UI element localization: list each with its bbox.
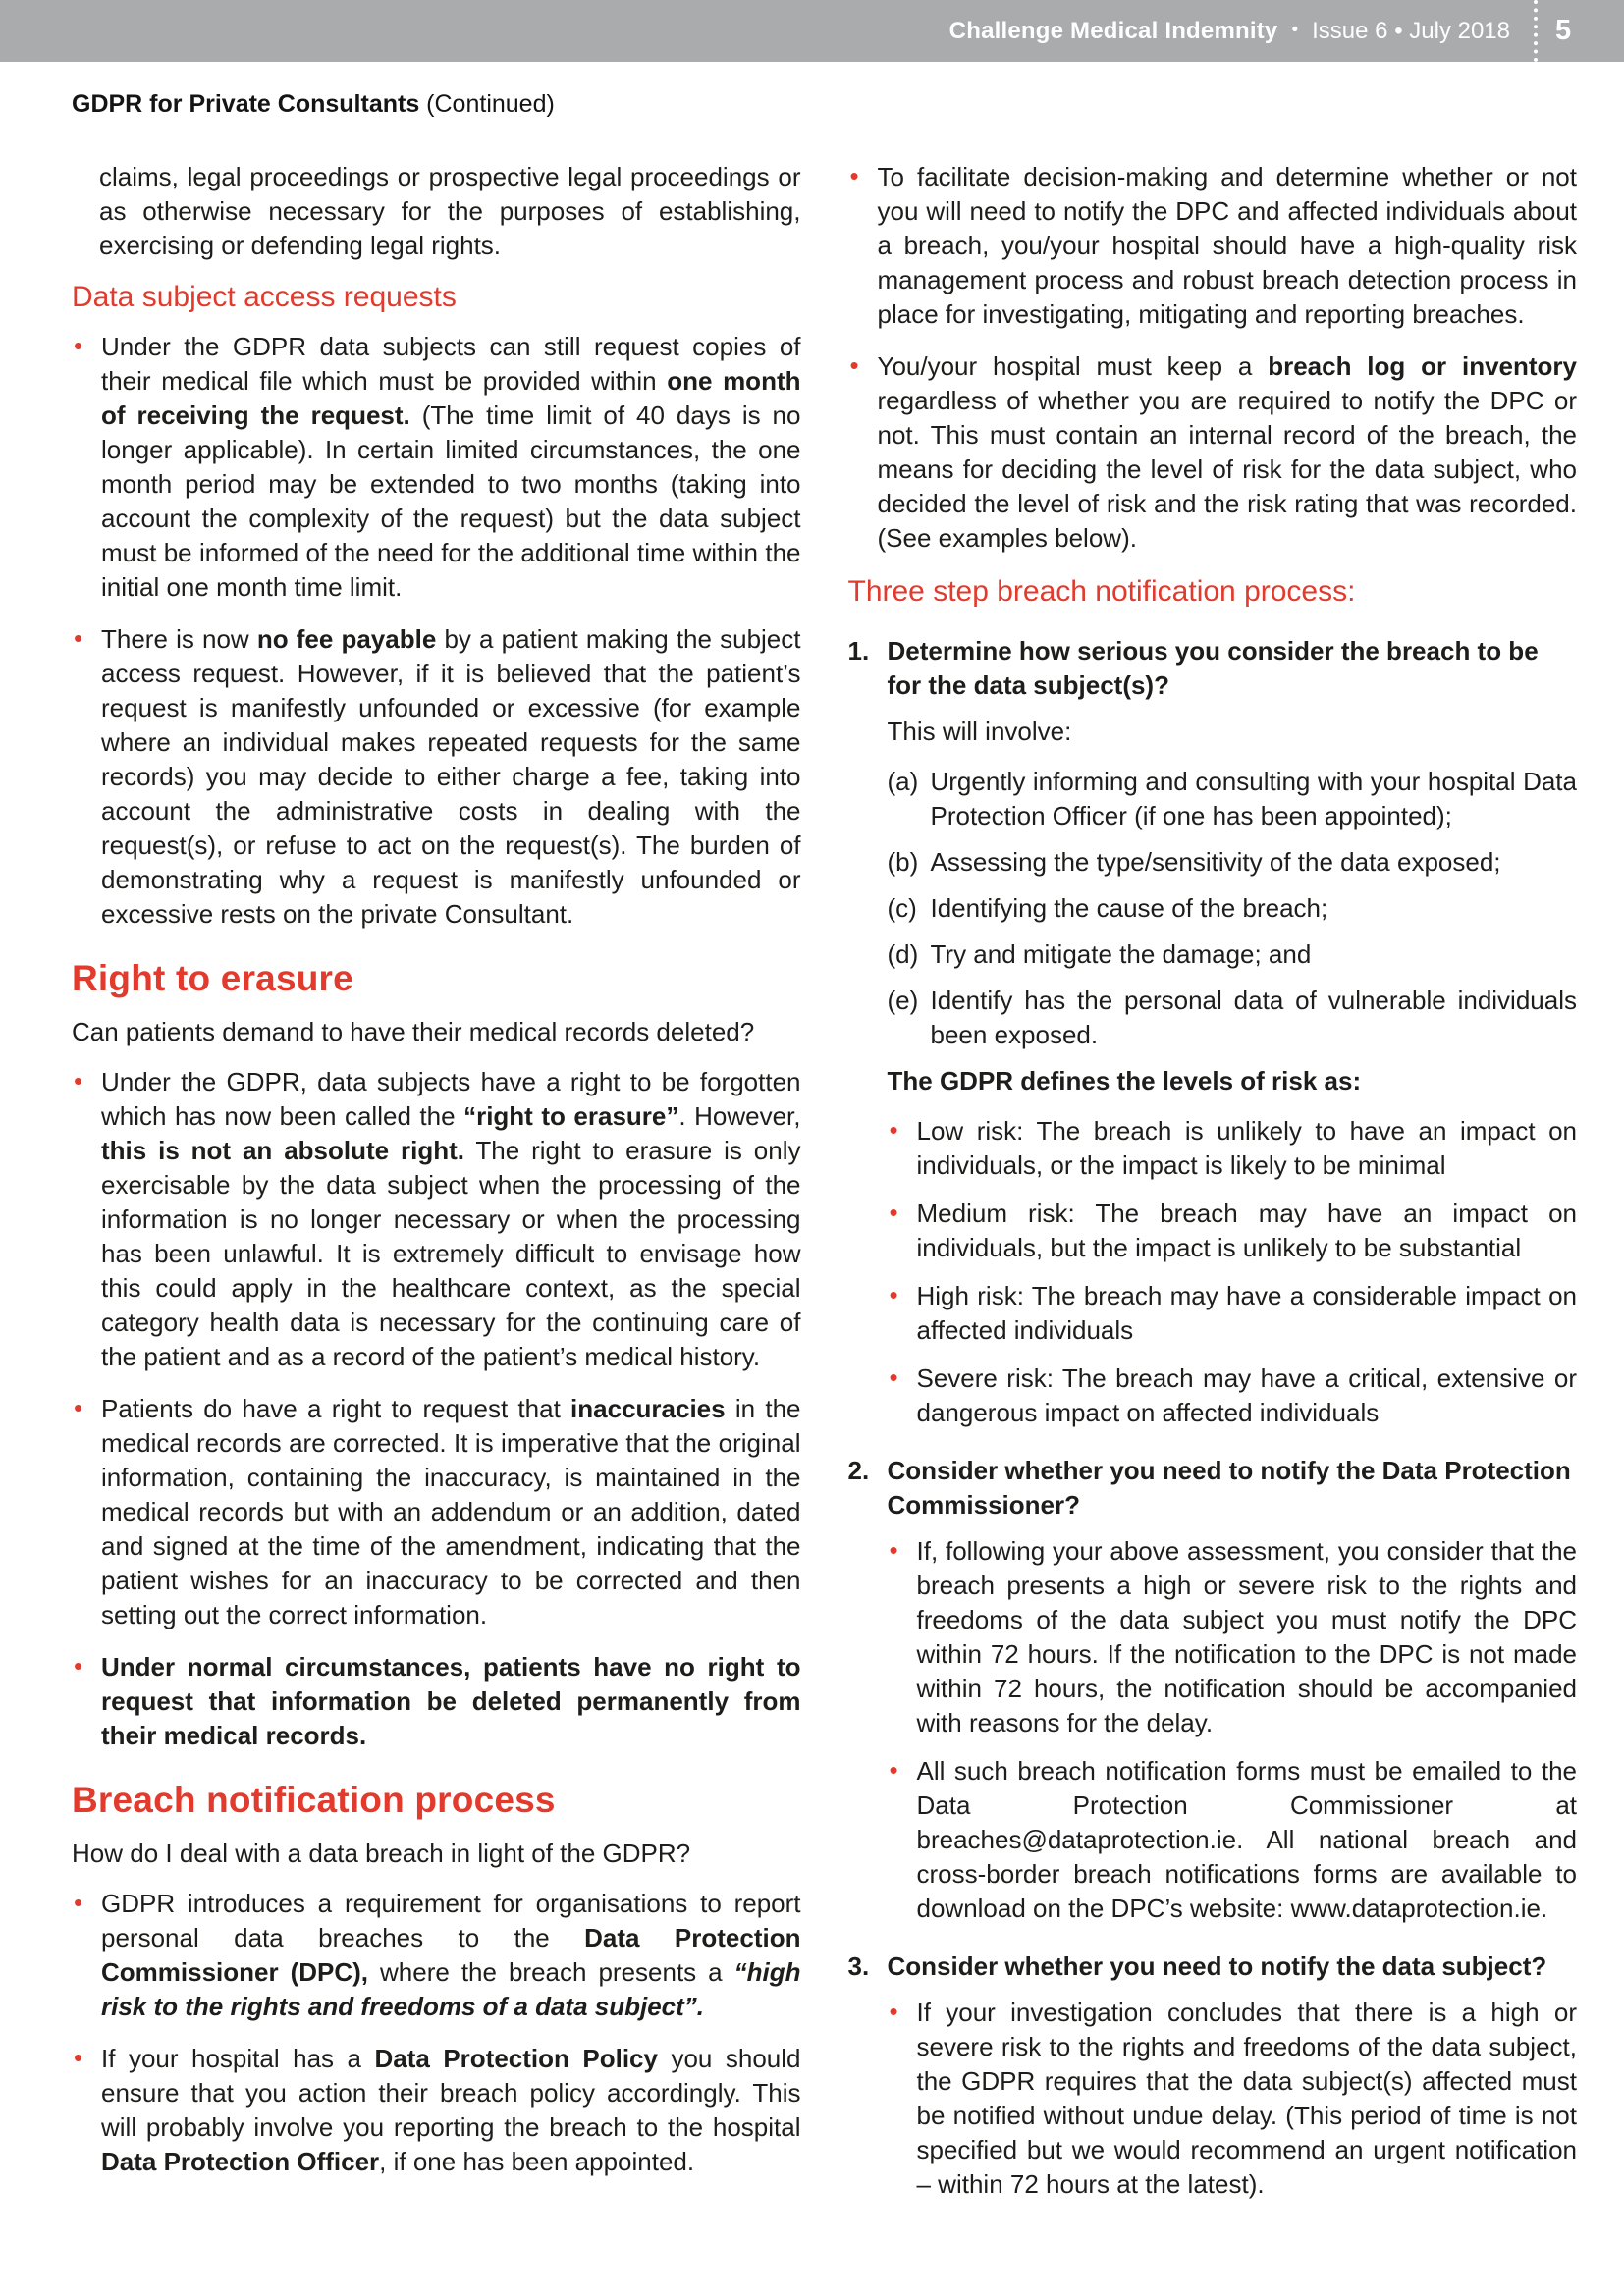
text-run: one month of receiving the request. <box>101 366 801 430</box>
bullet-text <box>917 1998 1578 2199</box>
text-run: Under the GDPR, data subjects have a right to be forgotten which has now been called the <box>101 1067 801 1131</box>
text-run: Try and mitigate the damage; and <box>930 939 1312 969</box>
bullet-icon: • <box>74 1066 83 1095</box>
bullet-icon: • <box>889 1280 898 1309</box>
bullet-icon: • <box>889 1362 898 1392</box>
bullet-icon: • <box>74 623 83 653</box>
bullet-item <box>848 1996 1578 2202</box>
numbered-item <box>848 634 1578 703</box>
bullet-text <box>101 1652 801 1750</box>
bullet-text <box>101 1394 801 1629</box>
header-band <box>0 0 1624 62</box>
item-letter: (e) <box>887 986 919 1015</box>
bullet-text <box>917 1536 1578 1737</box>
publication-name: Challenge Medical Indemnity <box>948 17 1278 44</box>
bullet-item <box>848 1362 1578 1430</box>
bullet-item <box>72 622 801 932</box>
bullet-item <box>72 1887 801 2024</box>
text-run: Data Protection Officer <box>101 2147 380 2176</box>
bullet-item <box>848 349 1578 556</box>
bullet-text <box>101 1889 801 2021</box>
text-run: this is not an absolute right. <box>101 1136 464 1165</box>
text-run: GDPR introduces a requirement for organisations to report personal data breaches to the <box>101 1889 801 1952</box>
bullet-icon: • <box>889 1755 898 1785</box>
text-run: “right to erasure” <box>463 1101 679 1131</box>
two-column-body <box>72 160 1577 2216</box>
lettered-text <box>931 767 1578 830</box>
bullet-item <box>848 1534 1578 1740</box>
text-run: breach log or inventory <box>1268 351 1578 381</box>
text-run: Identify has the personal data of vulnerable individuals been exposed. <box>930 986 1577 1049</box>
page-number: 5 <box>1555 15 1572 46</box>
numbered-text <box>888 636 1539 700</box>
item-number: 1. <box>847 636 870 666</box>
numbered-text <box>888 1456 1571 1520</box>
bullet-item <box>848 1197 1578 1265</box>
text-run: There is now <box>101 624 257 654</box>
article-title-main: GDPR for Private Consultants <box>72 90 420 118</box>
text-run: If your hospital has a <box>101 2044 375 2073</box>
bullet-icon: • <box>74 1651 83 1681</box>
item-number: 2. <box>847 1456 870 1485</box>
bullet-icon: • <box>74 1888 83 1917</box>
paragraph <box>72 160 801 263</box>
bullet-item <box>72 1392 801 1632</box>
bullet-item <box>72 330 801 605</box>
text-run: The GDPR defines the levels of risk as: <box>887 1066 1362 1095</box>
text-run: Consider whether you need to notify the data subject? <box>887 1951 1547 1981</box>
bullet-text <box>917 1756 1578 1923</box>
text-run: where the breach presents a <box>368 1957 734 1987</box>
text-run: The right to erasure is only exercisable by the data subject when the processing of the information is no longer necessary or when the processing has been unlawful. It is extremely difficult to envisage how this could apply in the healthcare context, as the special category health data is necessary for the continuing care of the patient and as a record of the patient’s medical history. <box>101 1136 801 1371</box>
bullet-icon: • <box>849 350 859 380</box>
bullet-text <box>101 1067 801 1371</box>
bullet-icon: • <box>889 1115 898 1145</box>
numbered-item <box>848 1454 1578 1522</box>
text-run: If, following your above assessment, you consider that the breach presents a high or severe risk to the rights and freedoms of the data subject you must notify the DPC within 72 hours. If the notification to the DPC is not made within 72 hours, the notification should be accompanied with reasons for the delay. <box>916 1536 1577 1737</box>
section-heading-large: Breach notification process <box>72 1780 556 1820</box>
bullet-item <box>848 1754 1578 1926</box>
paragraph <box>72 1837 801 1871</box>
bullet-text <box>917 1363 1578 1427</box>
issue-date: Issue 6 • July 2018 <box>1312 17 1510 44</box>
bullet-icon: • <box>889 1198 898 1227</box>
bullet-text <box>101 332 801 602</box>
item-letter: (b) <box>887 847 919 877</box>
paragraph <box>848 1064 1578 1098</box>
item-number: 3. <box>847 1951 870 1981</box>
text-run: claims, legal proceedings or prospective legal proceedings or as otherwise necessary for the purposes of establishing, exercising or defending legal rights. <box>99 162 801 260</box>
text-run: All such breach notification forms must be emailed to the Data Protection Commissioner at breaches@dataprotection.ie. All national breach and cross-border breach notifications forms are available to download on the DPC’s website: www.dataprotection.ie. <box>916 1756 1577 1923</box>
right-column <box>848 160 1578 2216</box>
text-run: in the medical records are corrected. It is imperative that the original information, containing the inaccuracy, is maintained in the medical records but with an addendum or an addition, dated and signed at the time of the amendment, indicating that the patient wishes for an inaccuracy to be corrected and then setting out the correct information. <box>101 1394 801 1629</box>
bullet-item <box>848 160 1578 332</box>
bullet-icon: • <box>849 161 859 190</box>
section-heading-small: Data subject access requests <box>72 281 457 313</box>
text-run: Assessing the type/sensitivity of the data exposed; <box>930 847 1501 877</box>
item-letter: (c) <box>887 893 917 923</box>
text-run: Determine how serious you consider the breach to be for the data subject(s)? <box>887 636 1539 700</box>
bullet-item <box>848 1279 1578 1348</box>
text-run: Urgently informing and consulting with your hospital Data Protection Officer (if one has been appointed); <box>930 767 1577 830</box>
lettered-item <box>848 891 1578 926</box>
left-column <box>72 160 801 2216</box>
paragraph <box>848 715 1578 749</box>
text-run: Data Protection Policy <box>374 2044 658 2073</box>
lettered-item <box>848 765 1578 833</box>
section-heading-small: Three step breach notification process: <box>847 575 1356 608</box>
paragraph <box>72 1015 801 1049</box>
text-run: High risk: The breach may have a considerable impact on affected individuals <box>916 1281 1577 1345</box>
item-letter: (a) <box>887 767 919 796</box>
bullet-text <box>101 624 801 929</box>
item-letter: (d) <box>887 939 919 969</box>
bullet-item <box>848 1114 1578 1183</box>
text-run: (The time limit of 40 days is no longer applicable). In certain limited circumstances, the one month period may be extended to two months (taking into account the complexity of the request) but the data subject must be informed of the need for the additional time within the initial one month time limit. <box>101 400 801 602</box>
text-run: Data Protection Commissioner (DPC), <box>101 1923 801 1987</box>
section-heading-large: Right to erasure <box>72 958 353 998</box>
numbered-item <box>848 1949 1578 1984</box>
bullet-icon: • <box>74 331 83 360</box>
text-run: If your investigation concludes that there is a high or severe risk to the rights and freedoms of the data subject, the GDPR requires that the data subject(s) affected must be notified without undue delay. (This period of time is not specified but we would recommend an urgent notification – within 72 hours at the latest). <box>916 1998 1577 2199</box>
lettered-text <box>931 847 1501 877</box>
text-run: Medium risk: The breach may have an impact on individuals, but the impact is unlikely to be substantial <box>916 1199 1577 1262</box>
text-run: Severe risk: The breach may have a critical, extensive or dangerous impact on affected individuals <box>916 1363 1577 1427</box>
bullet-icon: • <box>74 2043 83 2072</box>
text-run: regardless of whether you are required to notify the DPC or not. This must contain an internal record of the breach, the means for deciding the level of risk for the data subject, who decided the level of risk and the risk rating that was recorded. (See examples below). <box>877 386 1577 553</box>
bullet-text <box>878 351 1578 553</box>
bullet-item <box>72 1650 801 1753</box>
numbered-text <box>888 1951 1547 1981</box>
text-run: Low risk: The breach is unlikely to have an impact on individuals, or the impact is likely to be minimal <box>916 1116 1577 1180</box>
lettered-text <box>931 986 1578 1049</box>
bullet-item <box>72 1065 801 1374</box>
dotted-divider <box>1534 0 1538 62</box>
bullet-text <box>101 2044 801 2176</box>
lettered-item <box>848 845 1578 880</box>
bullet-item <box>72 2042 801 2179</box>
text-run: by a patient making the subject access request. However, if it is believed that the patient’s request is manifestly unfounded or excessive (for example where an individual makes repeated requests for the same records) you may decide to either charge a fee, taking into account the administrative costs in dealing with the request(s), or refuse to act on the request(s). The burden of demonstrating why a request is manifestly unfounded or excessive rests on the private Consultant. <box>101 624 801 929</box>
text-run: Patients do have a right to request that <box>101 1394 571 1423</box>
bullet-text <box>917 1281 1578 1345</box>
text-run: , if one has been appointed. <box>379 2147 695 2176</box>
bullet-text <box>917 1199 1578 1262</box>
text-run: To facilitate decision-making and determine whether or not you will need to notify the DPC and affected individuals about a breach, you/your hospital should have a high-quality risk management process and robust breach detection process in place for investigating, mitigating and reporting breaches. <box>877 162 1577 329</box>
text-run: you should ensure that you action their breach policy accordingly. This will probably involve you reporting the breach to the hospital <box>101 2044 801 2142</box>
text-run: This will involve: <box>887 717 1072 746</box>
text-run: inaccuracies <box>570 1394 726 1423</box>
bullet-icon: • <box>889 1997 898 2026</box>
text-run: Identifying the cause of the breach; <box>930 893 1328 923</box>
text-run: You/your hospital must keep a <box>877 351 1269 381</box>
bullet-text <box>917 1116 1578 1180</box>
bullet-icon: • <box>889 1535 898 1565</box>
lettered-text <box>931 939 1312 969</box>
bullet-icon: • <box>74 1393 83 1422</box>
bullet-text <box>878 162 1578 329</box>
separator-bullet-icon: • <box>1291 19 1299 40</box>
lettered-item <box>848 984 1578 1052</box>
article-title <box>72 89 1577 119</box>
text-run: . However, <box>678 1101 801 1131</box>
text-run: Under normal circumstances, patients have no right to request that information be deleted permanently from their medical records. <box>101 1652 801 1750</box>
text-run: “high risk to the rights and freedoms of a data subject”. <box>101 1957 801 2021</box>
text-run: Can patients demand to have their medical records deleted? <box>72 1017 755 1046</box>
text-run: no fee payable <box>256 624 437 654</box>
text-run: Consider whether you need to notify the Data Protection Commissioner? <box>887 1456 1571 1520</box>
text-run: Under the GDPR data subjects can still request copies of their medical file which must be provided within <box>101 332 801 396</box>
lettered-item <box>848 937 1578 972</box>
article-title-continued: (Continued) <box>419 90 555 118</box>
text-run: How do I deal with a data breach in light of the GDPR? <box>72 1839 691 1868</box>
lettered-text <box>931 893 1328 923</box>
